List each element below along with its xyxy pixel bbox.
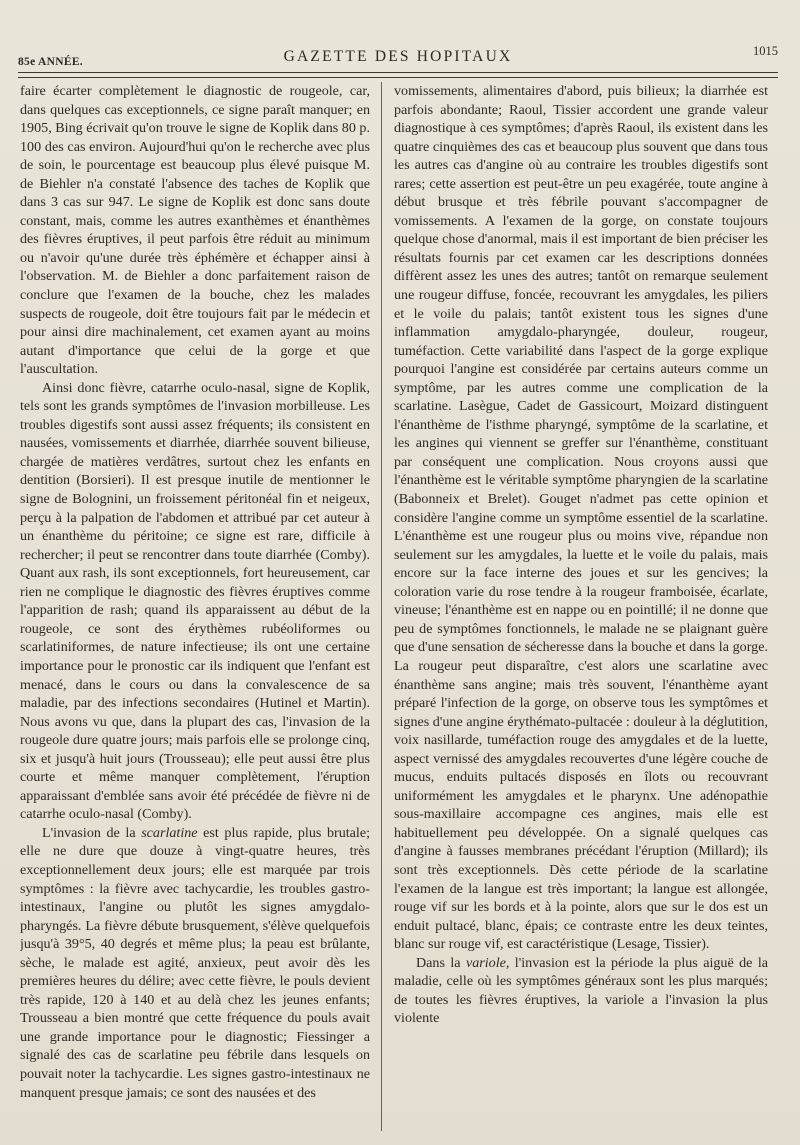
page-header — [18, 40, 778, 70]
paragraph: Ainsi donc fièvre, catarrhe oculo-nasal, signe de Koplik, tels sont les grands symptômes de l'invasion morbilleuse. Les troubles digestifs sont aussi assez fréquents; ils consistent en nausées, vomissements et diarrhée, diarrhée souvent bilieuse, chargée de matières verdâtres, surtout chez les enfants en dentition (Borsieri). Il est presque inutile de mentionner le signe de Bolognini, un froissement péritonéal fin et neigeux, perçu à la palpation de l'abdomen et attribué par cet auteur à un énanthème du péritoine; ce signe est rare, difficile à rechercher; il peut se rencontrer dans toute diarrhée (Comby). Quant aux rash, ils sont exceptionnels, fort heureusement, car rien ne complique le diagnostic des fièvres éruptives comme l'apparition de rash; quand ils apparaissent au début de la rougeole, ce sont des érythèmes rubéoliformes ou scarlatiniformes, de nature infectieuse; ils ont une certaine importance pour le pronostic car ils indiquent que l'enfant est menacé, dans le cours ou dans la convalescence de sa maladie, par des infections secondaires (Hutinel et Martin). Nous avons vu que, dans la plupart des cas, l'invasion de la rougeole dure quatre jours; mais parfois elle se prolonge cinq, six et jusqu'à huit jours (Trousseau); elle peut aussi être plus courte et même manquer complètement, l'éruption apparaissant d'emblée sans avoir été précédée de fièvre ni de catarrhe oculo-nasal (Comby). — [20, 379, 370, 823]
publication-title: GAZETTE DES HOPITAUX — [283, 48, 513, 65]
paragraph: L'invasion de la scarlatine est plus rapide, plus brutale; elle ne dure que douze à vingt-quatre heures, très exceptionnellement deux jours; elle est marquée par trois symptômes : la fièvre avec tachycardie, les troubles gastro-intestinaux, l'angine ou plutôt les signes amygdalo-pharyngés. La fièvre débute brusquement, s'élève quelquefois jusqu'à 39°5, 40 degrés et même plus; la peau est brûlante, sèche, le malade est agité, anxieux, peut avoir dès les premières heures du délire; avec cette fièvre, le pouls devient très rapide, 120 à 140 et au delà chez les jeunes enfants; Trousseau a bien montré que cette fréquence du pouls avait une grande importance pour le diagnostic; Fiessinger a signalé des cas de scarlatine peu fébrile dans lesquels on pouvait noter la tachycardie. Les signes gastro-intestinaux ne manquent presque jamais; ce sont des nausées et des — [20, 824, 370, 1101]
paragraph: faire écarter complètement le diagnostic de rougeole, car, dans quelques cas exceptionnels, ce signe paraît manquer; en 1905, Bing écrivait qu'on trouve le signe de Koplik dans 80 p. 100 des cas environ. Aujourd'hui qu'on le recherche avec plus de soin, le pourcentage est beaucoup plus élevé puisque M. de Biehler n'a constaté l'absence des taches de Koplik que dans 3 cas sur 947. Le signe de Koplik est donc sans doute constant, mais, comme les autres exanthèmes et énanthèmes des fièvres éruptives, il peut parfois être réduit au minimum ou n'avoir qu'une durée très éphémère et échapper ainsi à l'observation. M. de Biehler a donc parfaitement raison de conclure que l'examen de la bouche, chez les malades suspects de rougeole, doit être toujours fait par le médecin et pour ainsi dire machinalement, cet examen ayant au moins autant d'importance que celui de la gorge et que l'auscultation. — [20, 83, 370, 378]
italic-term: scarlatine — [141, 824, 198, 841]
header-rule-thin — [18, 77, 778, 78]
paragraph: Dans la variole, l'invasion est la période la plus aiguë de la maladie, celle où les symptômes généraux sont les plus marqués; de toutes les fièvres éruptives, la variole a l'invasion la plus violente — [394, 954, 768, 1027]
volume-label: 85e ANNÉE. — [18, 56, 83, 68]
column-divider — [381, 82, 382, 1131]
page-number: 1015 — [753, 44, 778, 58]
header-rule-thick — [18, 72, 778, 73]
right-column — [394, 82, 768, 1131]
left-column — [20, 82, 370, 1131]
paragraph: vomissements, alimentaires d'abord, puis bilieux; la diarrhée est parfois abondante; Raoul, Tissier accordent une grande valeur diagnostique à ces symptômes; d'après Raoul, ils existent dans les quatre cinquièmes des cas et beaucoup plus souvent que dans tous les autres cas d'angine où au contraire les troubles digestifs sont rares; cette assertion est peut-être un peu exagérée, toute angine à début brusque et très fébrile pouvant s'accompagner de vomissements. A l'examen de la gorge, on constate toujours quelque chose d'anormal, mais il est important de bien préciser les résultats fournis par cet examen car les descriptions données diffèrent assez les unes des autres; tantôt on remarque seulement une rougeur diffuse, foncée, recouvrant les amygdales, les piliers et le voile du palais; tantôt existent tous les signes d'une inflammation amygdalo-pharyngée, douleur, rougeur, tuméfaction. Cette variabilité dans l'aspect de la gorge explique pourquoi l'angine est considérée par certains auteurs comme un symptôme, par les autres comme une complication de la scarlatine. Lasègue, Cadet de Gassicourt, Moizard distinguent l'énanthème de l'isthme pharyngé, symptôme de la scarlatine, et les angines qui viennent se greffer sur l'énanthème, constituant par conséquent une complication. Nous croyons aussi que l'énanthème est le véritable symptôme pharyngien de la scarlatine (Babonneix et Brelet). Gouget n'admet pas cette opinion et considère l'angine comme un symptôme essentiel de la scarlatine. L'énanthème est une rougeur plus ou moins vive, répandue non seulement sur les amygdales, la luette et le voile du palais, mais encore sur la face interne des joues et sur les gencives; la coloration varie du rose tendre à la rougeur framboisée, écarlate, vineuse; l'énanthème est en nappe ou en pointillé; il ne donne que peu de symptômes fonctionnels, le malade ne se plaignant guère que d'une sensation de sécheresse dans la bouche et dans la gorge. La rougeur peut disparaître, c'est alors une scarlatine avec énanthème sans angine; mais très souvent, l'énanthème ayant préparé l'infection de la gorge, on observe tous les symptômes et signes d'une angine érythémato-pultacée : douleur à la déglutition, voix nasillarde, tuméfaction rouge des amygdales et de la luette, aspect vernissé des amygdales recouvertes d'une légère couche de mucus, enduits pultacés disposés en îlots ou recouvrant uniformément les amygdales et le pharynx. Une adénopathie sous-maxillaire accompagne ces angines, mais elle est habituellement peu développée. On a signalé quelques cas d'angine à fausses membranes précédant l'éruption (Millard); ils sont très exceptionnels. Dès cette période de la scarlatine l'examen de la langue est très important; la langue est allongée, rouge vif sur les bords et à la pointe, alors que sur le dos est un enduit pultacé, blanc, épais; ce contraste entre les deux teintes, blanc sur rouge vif, est caractéristique (Lesage, Tissier). — [394, 83, 768, 953]
italic-term: variole — [465, 954, 506, 971]
